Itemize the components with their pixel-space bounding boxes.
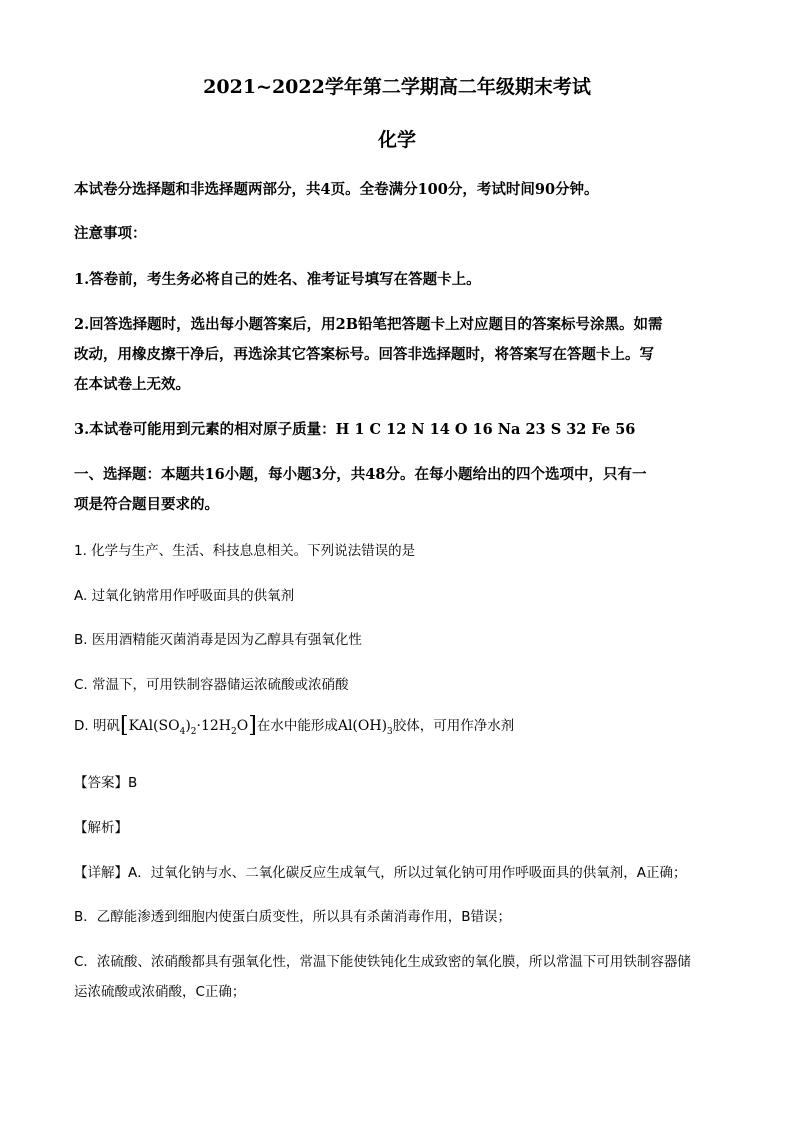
question-1-stem: 1. 化学与生产、生活、科技息息相关。下列说法错误的是 — [74, 543, 416, 559]
question-1-option-b: B. 医用酒精能灭菌消毒是因为乙醇具有强氧化性 — [74, 632, 362, 648]
option-d-suffix: 胶体，可用作净水剂 — [392, 718, 515, 734]
right-bracket-icon: ] — [248, 713, 257, 738]
explain-b: B．乙醇能渗透到细胞内使蛋白质变性，所以具有杀菌消毒作用，B错误； — [74, 909, 512, 925]
explain-c-line-2: 运浓硫酸或浓硝酸，C正确； — [74, 984, 246, 1000]
exam-title: 2021~2022学年第二学期高二年级期末考试 — [203, 76, 591, 98]
left-bracket-icon: [ — [119, 713, 129, 738]
intro-text: 本试卷分选择题和非选择题两部分，共4页。全卷满分100分，考试时间90分钟。 — [74, 181, 599, 198]
notice-item-2-line-2: 改动，用橡皮擦干净后，再选涂其它答案标号。回答非选择题时，将答案写在答题卡上。写 — [74, 346, 654, 363]
notice-item-2-line-3: 在本试卷上无效。 — [74, 376, 190, 393]
option-d-mid: 在水中能形成 — [256, 718, 338, 734]
explain-c-line-1: C．浓硫酸、浓硝酸都具有强氧化性，常温下能使铁钝化生成致密的氧化膜，所以常温下可用铁制容器储 — [74, 954, 691, 970]
alum-formula — [128, 718, 249, 737]
oxygen-symbol: O — [236, 718, 249, 734]
question-1-option-a: A. 过氧化钠常用作呼吸面具的供氧剂 — [74, 588, 295, 604]
alum-formula-part: KAl(SO — [128, 718, 180, 734]
water-of-crystallization: ·12H — [196, 718, 232, 734]
question-1-option-d — [74, 714, 514, 737]
subscript-4: 4 — [179, 726, 186, 737]
notice-item-1: 1.答卷前，考生务必将自己的姓名、准考证号填写在答题卡上。 — [74, 271, 481, 288]
notice-item-2-line-1: 2.回答选择题时，选出每小题答案后，用2B铅笔把答题卡上对应题目的答案标号涂黑。如需 — [74, 316, 663, 333]
aluminum-hydroxide-formula — [337, 718, 393, 737]
notice-heading: 注意事项： — [74, 225, 147, 242]
explain-a: 【详解】A．过氧化钠与水、二氧化碳反应生成氧气，所以过氧化钠可用作呼吸面具的供氧剂，A正确； — [74, 865, 687, 881]
subscript-3: 3 — [387, 726, 393, 737]
section-heading-line-2: 项是符合题目要求的。 — [74, 496, 219, 513]
analysis-label: 【解析】 — [74, 820, 128, 836]
subscript-2a: 2 — [190, 726, 197, 737]
subject-title: 化学 — [377, 129, 416, 151]
aloh-part: Al(OH) — [337, 718, 388, 734]
notice-item-3: 3.本试卷可能用到元素的相对原子质量：H 1 C 12 N 14 O 16 Na 23 S 32 Fe 56 — [74, 421, 636, 438]
alum-paren: ) — [185, 718, 191, 734]
answer-label: 【答案】B — [74, 775, 138, 791]
section-heading-line-1: 一、选择题：本题共16小题，每小题3分，共48分。在每小题给出的四个选项中，只有一 — [74, 466, 647, 483]
option-d-prefix: D. 明矾 — [74, 718, 120, 734]
question-1-option-c: C. 常温下，可用铁制容器储运浓硫酸或浓硝酸 — [74, 677, 349, 693]
subscript-2b: 2 — [231, 726, 237, 737]
